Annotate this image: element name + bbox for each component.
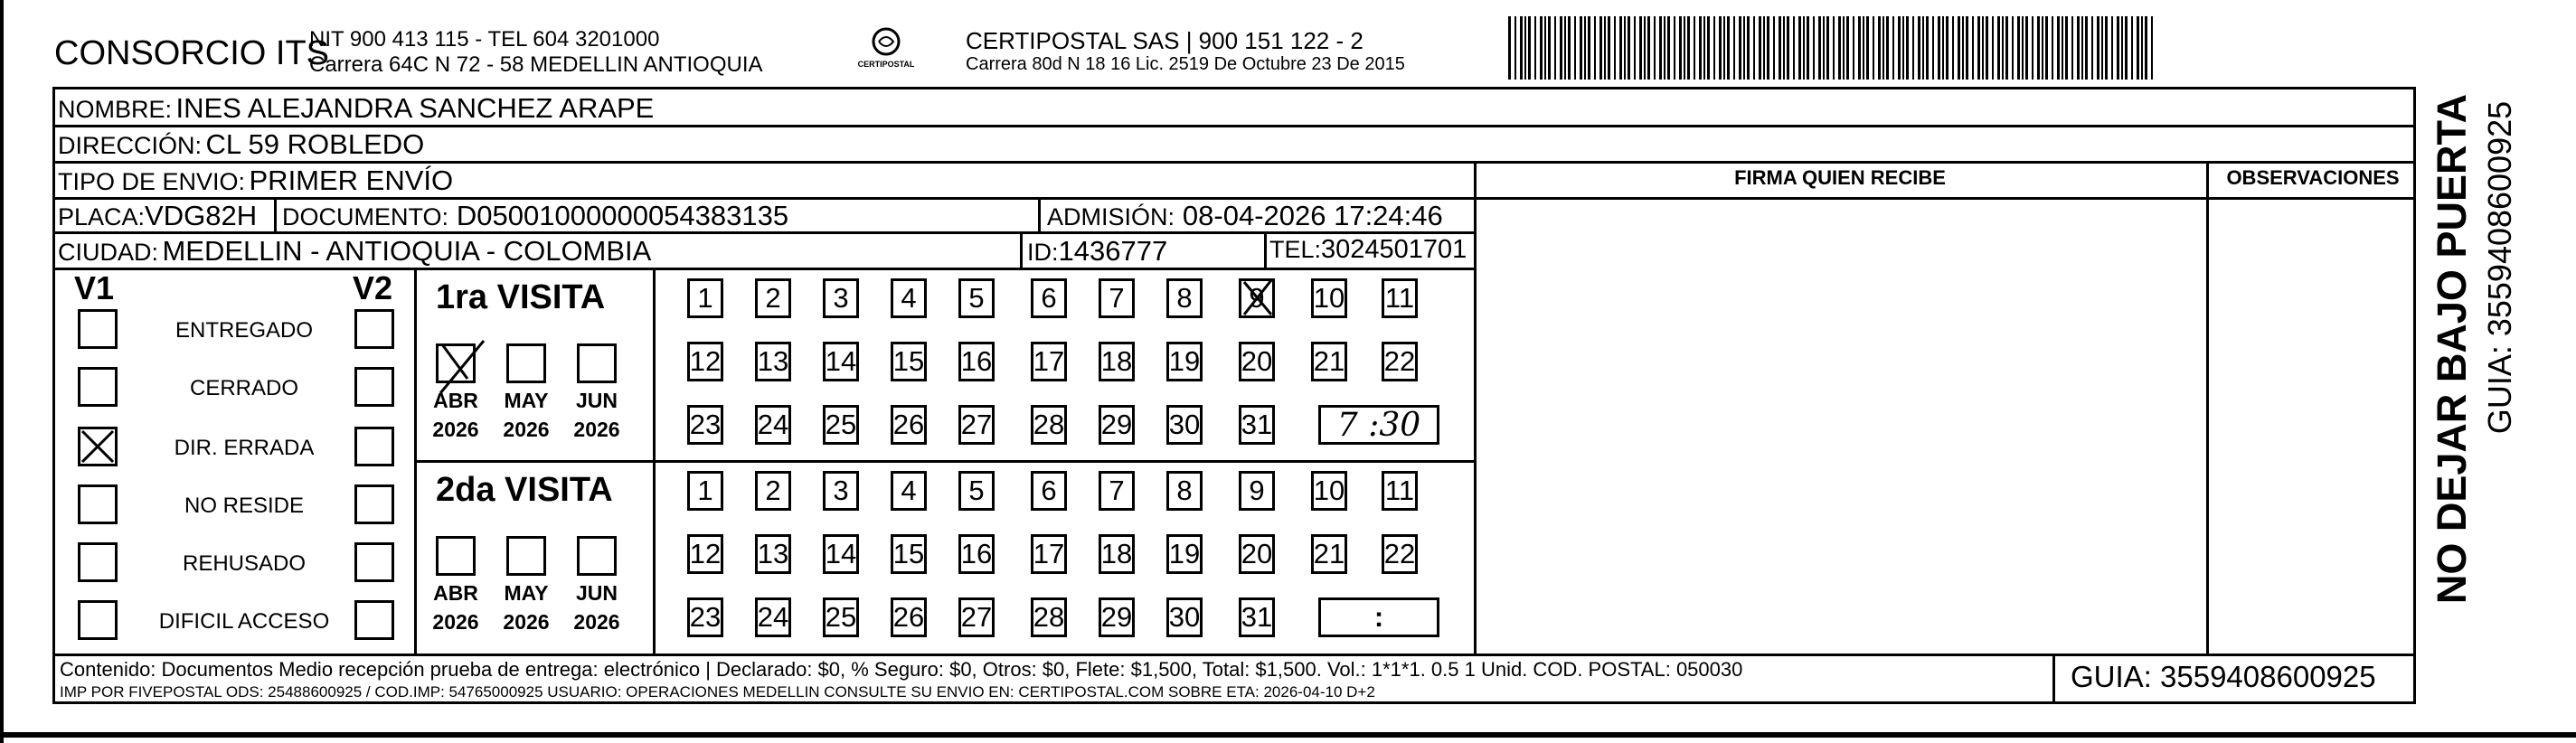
id-label: ID: (1027, 239, 1059, 266)
day-box[interactable]: 6 (1031, 278, 1067, 318)
month-label: MAY (504, 581, 549, 605)
barcode-bar (1952, 16, 1954, 80)
barcode-bar (1833, 16, 1835, 80)
barcode-bar (1727, 16, 1730, 80)
barcode-bar (1628, 16, 1630, 80)
tipo-field (58, 165, 453, 197)
status-label: ENTREGADO (175, 318, 313, 343)
address-line: Carrera 64C N 72 - 58 MEDELLIN ANTIOQUIA (309, 52, 763, 77)
day-box[interactable]: 23 (687, 405, 723, 445)
barcode-bar (1787, 16, 1789, 80)
day-box[interactable]: 17 (1031, 534, 1067, 574)
barcode-bar (1922, 16, 1924, 80)
admision-field (1047, 200, 1443, 232)
barcode-bar (2151, 16, 2153, 80)
day-box[interactable]: 8 (1166, 471, 1203, 511)
v1-checkbox[interactable] (78, 427, 118, 466)
time-box[interactable] (1318, 405, 1439, 445)
barcode-bar (2032, 16, 2033, 80)
barcode-bar (1818, 16, 1821, 80)
barcode-bar (1898, 16, 1901, 80)
day-box[interactable]: 27 (958, 597, 995, 637)
barcode-bar (1594, 16, 1596, 80)
barcode-bar (1639, 16, 1642, 80)
day-box[interactable]: 22 (1382, 342, 1418, 381)
barcode-bar (1759, 16, 1761, 80)
barcode-bar (1574, 16, 1576, 80)
barcode-bar (2025, 16, 2028, 80)
day-box[interactable]: 26 (891, 597, 927, 637)
barcode-bar (2017, 16, 2020, 80)
day-box[interactable]: 11 (1382, 471, 1418, 511)
bottom-edge (0, 732, 2576, 738)
barcode-bar (1858, 16, 1861, 80)
barcode-bar (1534, 16, 1536, 80)
barcode-bar (1763, 16, 1765, 80)
barcode-bar (1624, 16, 1626, 80)
day-number: 9 (1249, 282, 1265, 314)
day-box[interactable]: 20 (1239, 342, 1275, 381)
nit-line: NIT 900 413 115 - TEL 604 3201000 (309, 27, 660, 52)
barcode-bar (1807, 16, 1809, 80)
day-box[interactable]: 8 (1166, 278, 1203, 318)
row-line (52, 125, 2416, 127)
barcode-bar (1986, 16, 1988, 80)
barcode-bar (1694, 16, 1695, 80)
no-dejar-text: NO DEJAR BAJO PUERTA (2429, 93, 2475, 605)
barcode-bar (1773, 16, 1775, 80)
barcode-bar (2045, 16, 2048, 80)
barcode-bar (1912, 16, 1914, 80)
barcode-bar (2081, 16, 2083, 80)
day-box[interactable]: 29 (1099, 405, 1135, 445)
month-label: ABR (433, 581, 478, 605)
day-box[interactable]: 24 (755, 597, 791, 637)
barcode-bar (1667, 16, 1670, 80)
day-box[interactable]: 31 (1239, 405, 1275, 445)
day-box[interactable]: 4 (891, 278, 927, 318)
barcode-bar (1713, 16, 1715, 80)
tipo-label: TIPO DE ENVIO: (58, 168, 246, 195)
barcode-bar (1544, 16, 1546, 80)
day-box[interactable]: 21 (1311, 534, 1347, 574)
year-label: 2026 (432, 610, 479, 634)
side-guia-text: GUIA: 3559408600925 (2481, 100, 2518, 435)
visit-title: 2da VISITA (436, 471, 613, 509)
day-box[interactable]: 3 (823, 278, 859, 318)
year-label: 2026 (503, 610, 550, 634)
month-label: JUN (575, 389, 618, 412)
col-line (1474, 161, 1477, 654)
barcode-bar (1753, 16, 1755, 80)
day-box[interactable]: 30 (1166, 405, 1203, 445)
v1-checkbox[interactable] (78, 542, 118, 582)
barcode-bar (1733, 16, 1735, 80)
v2-checkbox[interactable] (354, 600, 394, 640)
barcode-bar (1843, 16, 1845, 80)
barcode-bar (2077, 16, 2080, 80)
barcode-bar (1882, 16, 1884, 80)
ciudad-label: CIUDAD: (58, 239, 159, 266)
barcode-bar (1707, 16, 1710, 80)
v2-checkbox[interactable] (354, 484, 394, 524)
day-box[interactable]: 12 (687, 342, 723, 381)
barcode-bar (1687, 16, 1690, 80)
barcode-bar (1793, 16, 1795, 80)
day-box[interactable]: 3 (823, 471, 859, 511)
day-box[interactable]: 25 (823, 405, 859, 445)
row-line (52, 268, 1476, 270)
day-box[interactable]: 1 (687, 471, 723, 511)
barcode-bar (1853, 16, 1854, 80)
barcode-bar (1554, 16, 1556, 80)
day-box[interactable]: 10 (1311, 278, 1347, 318)
placa-field (58, 200, 257, 232)
barcode-bar (1918, 16, 1920, 80)
admision-value: 08-04-2026 17:24:46 (1182, 200, 1443, 231)
barcode (1508, 16, 2159, 80)
barcode-bar (1942, 16, 1944, 80)
day-box[interactable]: 5 (958, 278, 995, 318)
barcode-bar (1608, 16, 1610, 80)
barcode-bar (1747, 16, 1750, 80)
id-field (1027, 235, 1167, 268)
documento-label: DOCUMENTO: (282, 203, 449, 230)
month-label: MAY (504, 389, 549, 412)
tipo-value: PRIMER ENVÍO (249, 165, 454, 196)
contenido-line: Contenido: Documentos Medio recepción prueba de entrega: electrónico | Declarado: $0, % Seguro: $0, Otros: $0, Flete: $1,500, Total: $1,500. Vol.: 1*1*1. 0.5 1 Unid. COD. POSTAL: 050030 (60, 658, 1743, 681)
barcode-bar (1932, 16, 1934, 80)
status-label: NO RESIDE (184, 494, 305, 518)
barcode-bar (1826, 16, 1829, 80)
day-box[interactable]: 29 (1099, 597, 1135, 637)
barcode-bar (2105, 16, 2108, 80)
barcode-bar (1528, 16, 1531, 80)
barcode-bar (2111, 16, 2113, 80)
barcode-bar (2091, 16, 2093, 80)
day-box[interactable]: 21 (1311, 342, 1347, 381)
day-box[interactable]: 30 (1166, 597, 1203, 637)
barcode-bar (1926, 16, 1929, 80)
barcode-bar (1723, 16, 1725, 80)
barcode-bar (1783, 16, 1785, 80)
barcode-bar (1599, 16, 1602, 80)
barcode-bar (1838, 16, 1841, 80)
year-label: 2026 (573, 418, 620, 441)
barcode-bar (1892, 16, 1894, 80)
imp-line: IMP POR FIVEPOSTAL ODS: 25488600925 / COD.IMP: 54765000925 USUARIO: OPERACIONES MEDELLIN CONSULTE SU ENVIO EN: CERTIPOSTAL.COM SOBRE ETA: 2026-04-10 D+2 (60, 683, 1375, 701)
v2-checkbox[interactable] (354, 309, 394, 349)
day-box[interactable]: 28 (1031, 405, 1067, 445)
month-checkbox[interactable] (577, 536, 617, 576)
day-box[interactable]: 1 (687, 278, 723, 318)
barcode-bar (2137, 16, 2139, 80)
barcode-bar (1524, 16, 1526, 80)
day-box[interactable]: 15 (891, 342, 927, 381)
barcode-bar (1548, 16, 1551, 80)
barcode-bar (1866, 16, 1869, 80)
day-box[interactable]: 16 (958, 342, 995, 381)
barcode-bar (1568, 16, 1571, 80)
no-dejar-container (2425, 87, 2479, 611)
year-label: 2026 (573, 610, 620, 634)
barcode-bar (1580, 16, 1582, 80)
month-checkbox[interactable] (506, 536, 546, 576)
barcode-bar (1564, 16, 1566, 80)
barcode-bar (1520, 16, 1523, 80)
firma-label: FIRMA QUIEN RECIBE (1734, 166, 1946, 189)
barcode-bar (1743, 16, 1745, 80)
visit-title: 1ra VISITA (436, 278, 606, 316)
barcode-bar (1644, 16, 1646, 80)
month-label: ABR (433, 389, 478, 412)
status-label: REHUSADO (182, 551, 307, 576)
col-line (1264, 231, 1267, 268)
barcode-bar (1659, 16, 1662, 80)
year-label: 2026 (432, 418, 479, 441)
direccion-value: CL 59 ROBLEDO (205, 128, 425, 160)
v2-label: V2 (353, 269, 393, 306)
v1-checkbox[interactable] (78, 309, 118, 349)
day-box[interactable]: 23 (687, 597, 723, 637)
barcode-bar (2065, 16, 2068, 80)
documento-field (282, 200, 788, 232)
year-label: 2026 (503, 418, 550, 441)
v1-checkbox[interactable] (78, 600, 118, 640)
barcode-bar (2062, 16, 2063, 80)
barcode-bar (1508, 16, 1511, 80)
month-checkbox[interactable] (436, 343, 476, 383)
guia-footer: GUIA: 3559408600925 (2071, 660, 2376, 693)
col-line (1038, 197, 1041, 231)
admision-label: ADMISIÓN: (1047, 203, 1175, 230)
day-box[interactable]: 10 (1311, 471, 1347, 511)
day-box[interactable]: 27 (958, 405, 995, 445)
barcode-bar (1977, 16, 1980, 80)
tel-field (1269, 235, 1467, 265)
day-box[interactable]: 25 (823, 597, 859, 637)
barcode-bar (1604, 16, 1606, 80)
company-name: CONSORCIO ITS (54, 34, 330, 72)
v2-checkbox[interactable] (354, 542, 394, 582)
barcode-bar (1902, 16, 1904, 80)
day-box[interactable]: 13 (755, 342, 791, 381)
day-box[interactable]: 5 (958, 471, 995, 511)
day-box[interactable]: 17 (1031, 342, 1067, 381)
barcode-bar (1767, 16, 1769, 80)
barcode-bar (2097, 16, 2099, 80)
ciudad-value: MEDELLIN - ANTIOQUIA - COLOMBIA (162, 235, 652, 267)
day-box[interactable]: 11 (1382, 278, 1418, 318)
barcode-bar (2141, 16, 2143, 80)
certipostal-line: CERTIPOSTAL SAS | 900 151 122 - 2 (966, 27, 1363, 54)
day-box[interactable]: 24 (755, 405, 791, 445)
time-placeholder: : (1373, 601, 1384, 633)
day-box[interactable]: 15 (891, 534, 927, 574)
v1-label: V1 (74, 269, 115, 306)
barcode-bar (2117, 16, 2119, 80)
barcode-bar (1588, 16, 1590, 80)
v2-checkbox[interactable] (354, 427, 394, 466)
day-box[interactable]: 2 (755, 278, 791, 318)
svg-text:CERTIPOSTAL: CERTIPOSTAL (857, 60, 915, 69)
month-checkbox[interactable] (506, 343, 546, 383)
day-box[interactable]: 20 (1239, 534, 1275, 574)
direccion-label: DIRECCIÓN: (58, 132, 203, 159)
day-box[interactable]: 12 (687, 534, 723, 574)
barcode-bar (1739, 16, 1741, 80)
day-box[interactable]: 19 (1166, 534, 1203, 574)
barcode-bar (1719, 16, 1722, 80)
day-box[interactable]: 7 (1099, 278, 1135, 318)
day-box[interactable]: 9 (1239, 471, 1275, 511)
barcode-bar (2022, 16, 2024, 80)
barcode-bar (1684, 16, 1685, 80)
barcode-bar (1873, 16, 1874, 80)
barcode-bar (2052, 16, 2053, 80)
barcode-bar (1946, 16, 1949, 80)
barcode-bar (1779, 16, 1781, 80)
barcode-bar (2101, 16, 2103, 80)
barcode-bar (1647, 16, 1650, 80)
col-line (1020, 231, 1023, 268)
barcode-bar (2125, 16, 2128, 80)
day-box[interactable]: 16 (958, 534, 995, 574)
barcode-bar (2145, 16, 2147, 80)
nombre-value: INES ALEJANDRA SANCHEZ ARAPE (175, 92, 655, 124)
barcode-bar (1962, 16, 1964, 80)
barcode-bar (1982, 16, 1984, 80)
v1-checkbox[interactable] (78, 367, 118, 407)
barcode-bar (1997, 16, 2000, 80)
barcode-bar (1654, 16, 1656, 80)
barcode-bar (1813, 16, 1815, 80)
placa-label: PLACA: (58, 203, 146, 230)
barcode-bar (2037, 16, 2040, 80)
barcode-bar (1966, 16, 1968, 80)
barcode-bar (1823, 16, 1825, 80)
barcode-bar (1614, 16, 1616, 80)
left-edge (0, 0, 4, 743)
day-box[interactable]: 4 (891, 471, 927, 511)
day-box[interactable]: 31 (1239, 597, 1275, 637)
barcode-bar (2012, 16, 2014, 80)
barcode-bar (1699, 16, 1702, 80)
status-label: DIFICIL ACCESO (158, 609, 330, 634)
barcode-bar (1679, 16, 1682, 80)
barcode-bar (1560, 16, 1562, 80)
barcode-bar (1863, 16, 1864, 80)
handwritten-time: 7 :30 (1336, 406, 1421, 444)
barcode-bar (1674, 16, 1675, 80)
day-box[interactable]: 14 (823, 534, 859, 574)
barcode-bar (2042, 16, 2043, 80)
month-checkbox[interactable] (436, 536, 476, 576)
row-line (52, 654, 2416, 656)
month-checkbox[interactable] (577, 343, 617, 383)
barcode-bar (1584, 16, 1586, 80)
barcode-bar (1906, 16, 1909, 80)
documento-value: D05001000000054383135 (456, 200, 789, 231)
barcode-bar (1992, 16, 1994, 80)
day-box[interactable]: 13 (755, 534, 791, 574)
direccion-field (58, 128, 424, 161)
month-label: JUN (575, 581, 618, 605)
status-label: DIR. ERRADA (174, 436, 315, 460)
col-line (274, 197, 277, 231)
col-line (2052, 654, 2055, 704)
v1-checkbox[interactable] (78, 484, 118, 524)
barcode-bar (1878, 16, 1881, 80)
barcode-bar (1634, 16, 1636, 80)
barcode-bar (1958, 16, 1960, 80)
barcode-bar (1703, 16, 1705, 80)
barcode-bar (2057, 16, 2060, 80)
ciudad-field (58, 235, 651, 268)
placa-value: VDG82H (145, 200, 258, 231)
barcode-bar (1664, 16, 1665, 80)
tel-value: 3024501701 (1321, 235, 1467, 264)
row-line (414, 460, 1476, 463)
day-box[interactable]: 18 (1099, 342, 1135, 381)
col-line (2206, 161, 2209, 654)
day-box[interactable]: 2 (755, 471, 791, 511)
barcode-bar (1886, 16, 1889, 80)
status-label: CERRADO (189, 376, 298, 400)
barcode-bar (2002, 16, 2004, 80)
barcode-bar (2131, 16, 2133, 80)
row-line (1474, 197, 2416, 200)
day-box[interactable]: 19 (1166, 342, 1203, 381)
day-box[interactable]: 6 (1031, 471, 1067, 511)
barcode-bar (1846, 16, 1849, 80)
barcode-bar (1972, 16, 1974, 80)
certipostal-logo (850, 24, 922, 78)
observaciones-label: OBSERVACIONES (2226, 166, 2400, 189)
barcode-bar (1619, 16, 1622, 80)
v2-checkbox[interactable] (354, 367, 394, 407)
id-value: 1436777 (1058, 235, 1168, 267)
barcode-bar (2071, 16, 2073, 80)
day-box[interactable]: 7 (1099, 471, 1135, 511)
barcode-bar (2085, 16, 2088, 80)
tel-label: TEL: (1269, 236, 1322, 263)
barcode-bar (2121, 16, 2123, 80)
barcode-bar (1514, 16, 1516, 80)
day-box[interactable]: 28 (1031, 597, 1067, 637)
barcode-bar (2005, 16, 2008, 80)
row-line (52, 161, 2416, 164)
nombre-field (58, 92, 654, 125)
license-line: Carrera 80d N 18 16 Lic. 2519 De Octubre 23 De 2015 (966, 54, 1405, 74)
barcode-bar (1938, 16, 1940, 80)
day-box[interactable]: 18 (1099, 534, 1135, 574)
time-box[interactable] (1318, 597, 1439, 637)
barcode-bar (1540, 16, 1543, 80)
barcode-bar (1803, 16, 1805, 80)
day-box[interactable]: 14 (823, 342, 859, 381)
day-box[interactable]: 22 (1382, 534, 1418, 574)
nombre-label: NOMBRE: (58, 96, 173, 123)
side-guia-container (2477, 87, 2523, 611)
barcode-bar (1798, 16, 1801, 80)
day-box[interactable]: 26 (891, 405, 927, 445)
day-box[interactable] (1239, 278, 1275, 318)
